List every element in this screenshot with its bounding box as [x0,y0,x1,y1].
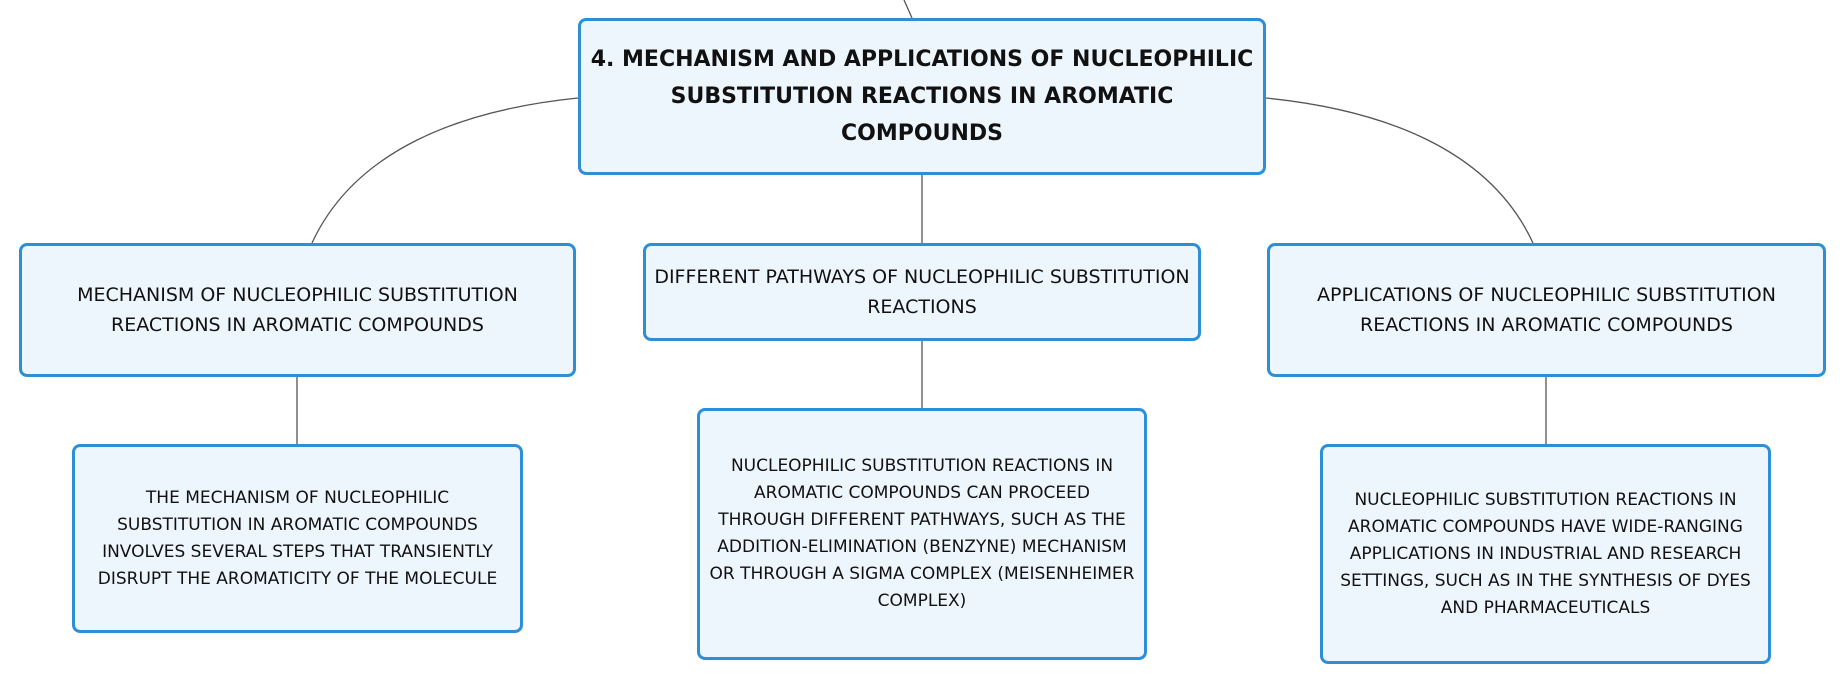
root-topic-node[interactable] [578,18,1266,175]
mechanism-topic-label: MECHANISM OF NUCLEOPHILIC SUBSTITUTION REACTIONS IN AROMATIC COMPOUNDS [77,284,518,336]
mechanism-detail-text: THE MECHANISM OF NUCLEOPHILIC SUBSTITUTION IN AROMATIC COMPOUNDS INVOLVES SEVERAL STEPS THAT TRANSIENTLY DISRUPT THE AROMATICITY OF THE MOLECULE [97,487,498,589]
pathways-detail-node[interactable] [697,408,1147,660]
connector-root-to-mechanism [312,98,578,243]
pathways-topic-node[interactable] [643,243,1201,341]
connector-root-to-applications [1266,98,1533,243]
applications-detail-text: NUCLEOPHILIC SUBSTITUTION REACTIONS IN AROMATIC COMPOUNDS HAVE WIDE-RANGING APPLICATIONS IN INDUSTRIAL AND RESEARCH SETTINGS, SUCH AS IN THE SYNTHESIS OF DYES AND PHARMACEUTICALS [1340,489,1751,618]
mechanism-topic-node[interactable] [19,243,576,377]
applications-detail-node[interactable] [1320,444,1771,664]
connector-root-parent [904,0,912,18]
pathways-detail-text: NUCLEOPHILIC SUBSTITUTION REACTIONS IN AROMATIC COMPOUNDS CAN PROCEED THROUGH DIFFERENT PATHWAYS, SUCH AS THE ADDITION-ELIMINATION (BENZYNE) MECHANISM OR THROUGH A SIGMA COMPLEX (MEISENHEIMER COMPLEX) [709,456,1135,611]
mechanism-detail-node[interactable] [72,444,523,633]
applications-topic-node[interactable] [1267,243,1826,377]
applications-topic-label: APPLICATIONS OF NUCLEOPHILIC SUBSTITUTION REACTIONS IN AROMATIC COMPOUNDS [1317,284,1776,336]
root-topic-label: 4. MECHANISM AND APPLICATIONS OF NUCLEOPHILIC SUBSTITUTION REACTIONS IN AROMATIC COMPOUNDS [590,47,1254,146]
pathways-topic-label: DIFFERENT PATHWAYS OF NUCLEOPHILIC SUBSTITUTION REACTIONS [654,266,1190,318]
